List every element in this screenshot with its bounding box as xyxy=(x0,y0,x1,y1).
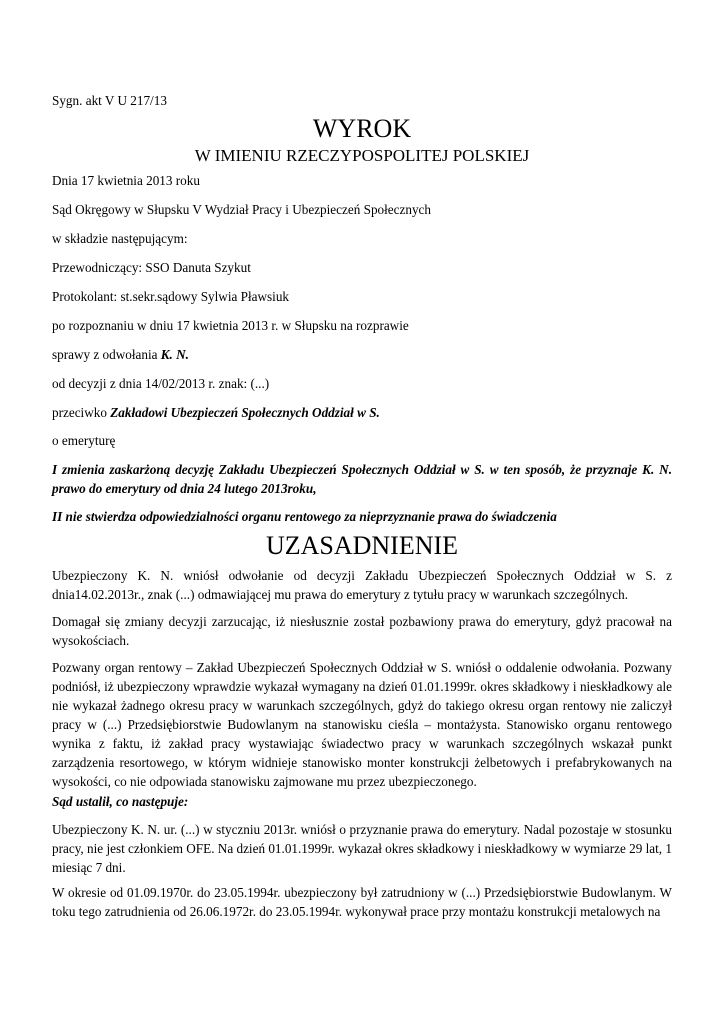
appeal-line xyxy=(52,346,189,363)
justification-paragraph-2: Domagał się zmiany decyzji zarzucając, iż niesłusznie został pozbawiony prawa do emerytury, gdyż pracował na wysokościach. xyxy=(52,614,672,648)
decision-line: od decyzji z dnia 14/02/2013 r. znak: (...) xyxy=(52,376,270,391)
clerk-line: Protokolant: st.sekr.sądowy Sylwia Pławsiuk xyxy=(52,289,290,304)
subject-line: o emeryturę xyxy=(52,433,116,448)
case-number: Sygn. akt V U 217/13 xyxy=(52,93,167,108)
findings-paragraph-2: W okresie od 01.09.1970r. do 23.05.1994r. ubezpieczony był zatrudniony w (...) Przedsiębiorstwie Budowlanym. W toku tego zatrudnienia od 26.06.1972r. do 23.05.1994r. wykonywał prace przy montażu konstrukcji metalowych na xyxy=(52,885,672,919)
against-prefix: przeciwko xyxy=(52,405,111,420)
hearing-line: po rozpoznaniu w dniu 17 kwietnia 2013 r. w Słupsku na rozprawie xyxy=(52,318,409,333)
composition-line: w składzie następującym: xyxy=(52,231,188,246)
document-subtitle: W IMIENIU RZECZYPOSPOLITEJ POLSKIEJ xyxy=(194,146,530,165)
findings-heading: Sąd ustalił, co następuje: xyxy=(52,794,189,809)
justification-paragraph-1: Ubezpieczony K. N. wniósł odwołanie od decyzji Zakładu Ubezpieczeń Społecznych Oddział w S. z dnia14.02.2013r., znak (...) odmawiającej mu prawa do emerytury z tytułu pracy w warunkach szczególnych. xyxy=(52,568,672,602)
appellant-name: K. N. xyxy=(160,347,189,362)
findings-paragraph-1: Ubezpieczony K. N. ur. (...) w styczniu 2013r. wniósł o przyznanie prawa do emerytury. Nadal pozostaje w stosunku pracy, nie jest członkiem OFE. Na dzień 01.01.1999r. wykazał okres składkowy i nieskładkowy w wymiarze 29 lat, 1 miesiąc 7 dni. xyxy=(52,822,672,875)
date-line: Dnia 17 kwietnia 2013 roku xyxy=(52,173,200,188)
appeal-prefix: sprawy z odwołania xyxy=(52,347,161,362)
chair-line: Przewodniczący: SSO Danuta Szykut xyxy=(52,260,251,275)
ruling-point-1: I zmienia zaskarżoną decyzję Zakładu Ubezpieczeń Społecznych Oddział w S. w ten sposób, że przyznaje K. N. prawo do emerytury od dnia 24 lutego 2013roku, xyxy=(52,462,672,496)
against-line xyxy=(52,404,380,421)
ruling-point-2: II nie stwierdza odpowiedzialności organu rentowego za nieprzyznanie prawa do świadczenia xyxy=(52,509,557,524)
respondent-name: Zakładowi Ubezpieczeń Społecznych Oddział w S. xyxy=(110,405,380,420)
document-title: WYROK xyxy=(312,114,412,143)
justification-paragraph-3: Pozwany organ rentowy – Zakład Ubezpieczeń Społecznych Oddział w S. wniósł o oddalenie odwołania. Pozwany podniósł, iż ubezpieczony wprawdzie wykazał wymagany na dzień 01.01.1999r. okres składkowy i nieskładkowy ale nie wykazał żadnego okresu pracy w warunkach szczególnych, gdyż do takiego okresu organ rentowy nie zaliczył pracy w (...) Przedsiębiorstwie Budowlanym na stanowisku cieśla – montażysta. Stanowisko organu rentowego wynika z faktu, iż zakład pracy wystawiając świadectwo pracy w warunkach szczególnych wskazał punkt zarządzenia resortowego, w którym widnieje stanowisko monter konstrukcji żelbetowych i prefabrykowanych na wysokości, co nie odpowiada stanowisku zajmowane mu przez ubezpieczonego. xyxy=(52,660,672,789)
court-line: Sąd Okręgowy w Słupsku V Wydział Pracy i Ubezpieczeń Społecznych xyxy=(52,202,431,217)
justification-title: UZASADNIENIE xyxy=(265,531,459,560)
